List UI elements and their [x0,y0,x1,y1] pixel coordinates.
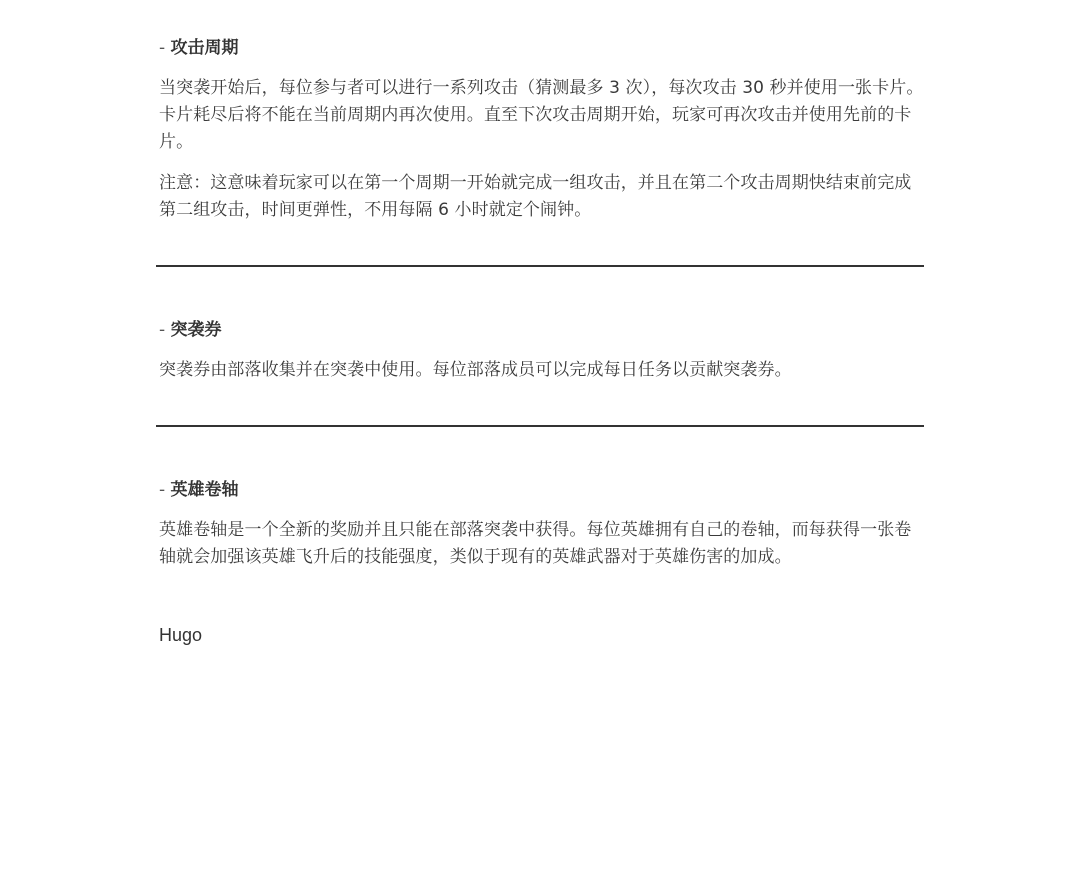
heading-dash: - [159,38,171,58]
section-heading [156,478,924,502]
section-divider [156,425,924,427]
paragraph: 注意：这意味着玩家可以在第一个周期一开始就完成一组攻击，并且在第二个攻击周期快结束前完成第二组攻击，时间更弹性，不用每隔 6 小时就定个闹钟。 [159,173,912,220]
heading-dash: - [159,480,171,500]
section-divider [156,265,924,267]
author-signature: Hugo [159,625,203,645]
section-raid-tickets [156,318,924,384]
paragraph: 当突袭开始后，每位参与者可以进行一系列攻击（猜测最多 3 次），每次攻击 30 秒并使用一张卡片。卡片耗尽后将不能在当前周期内再次使用。直至下次攻击周期开始，玩家可再次攻击并使用先前的卡片。 [159,78,924,152]
heading-text: 英雄卷轴 [170,480,239,500]
section-hero-scrolls [156,478,924,571]
heading-text: 突袭券 [170,320,222,340]
paragraph: 英雄卷轴是一个全新的奖励并且只能在部落突袭中获得。每位英雄拥有自己的卷轴，而每获得一张卷轴就会加强该英雄飞升后的技能强度，类似于现有的英雄武器对于英雄伤害的加成。 [159,520,912,567]
heading-dash: - [159,320,171,340]
paragraph: 突袭券由部落收集并在突袭中使用。每位部落成员可以完成每日任务以贡献突袭券。 [159,360,792,380]
heading-text: 攻击周期 [170,38,239,58]
section-heading [156,318,924,342]
section-heading [156,36,924,60]
section-attack-cycle [156,36,924,224]
